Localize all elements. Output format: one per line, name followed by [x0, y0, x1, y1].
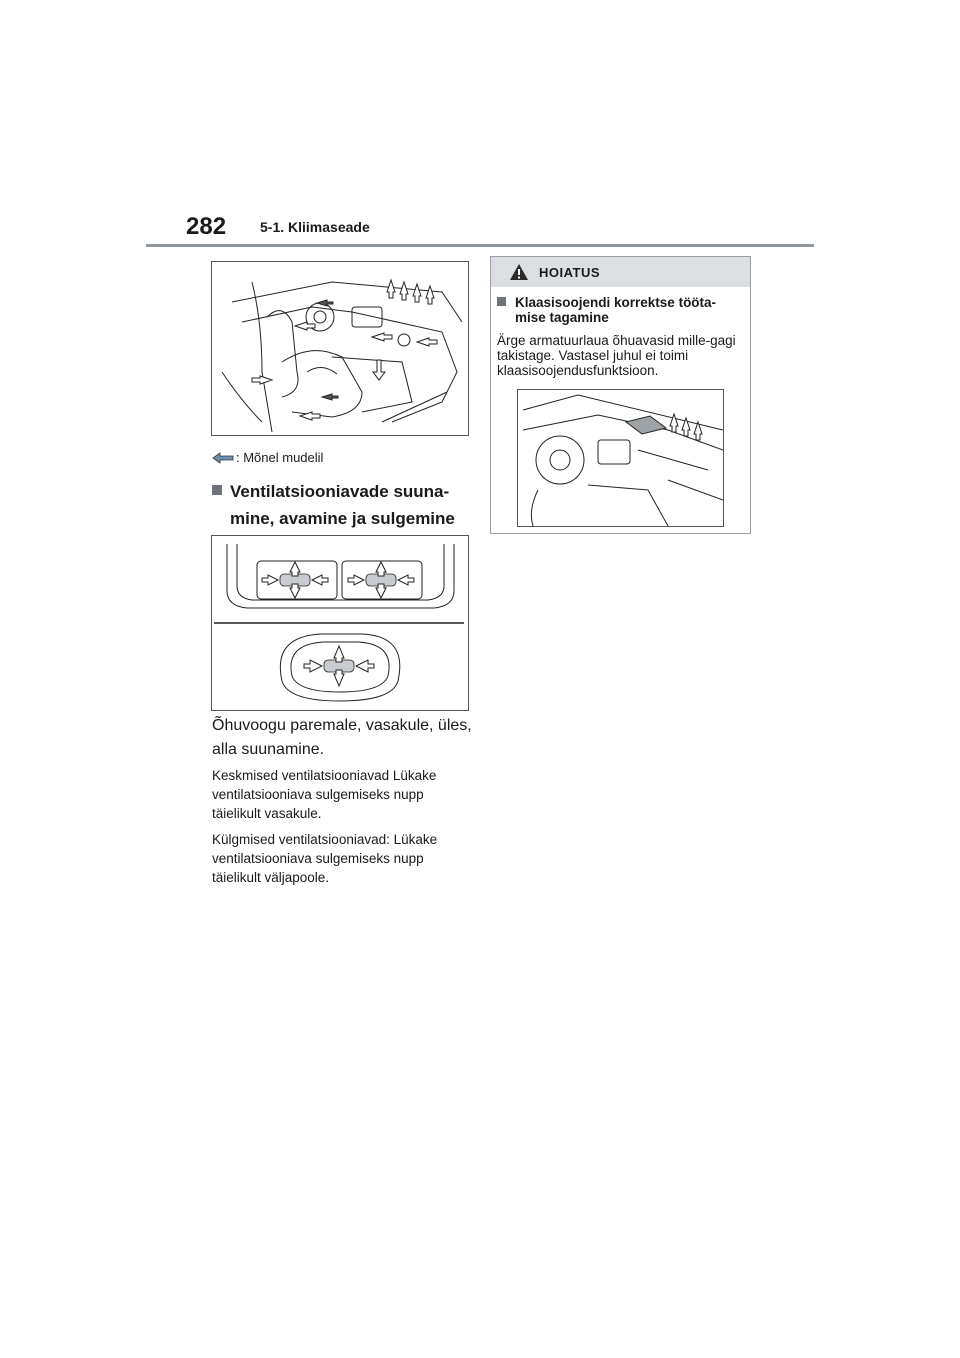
- dashboard-obstruction-illustration: [517, 389, 724, 527]
- page-number: 282: [186, 213, 227, 240]
- warning-title: [497, 295, 745, 325]
- interior-airflow-illustration: [211, 261, 469, 436]
- vent-directions-drawing: [212, 536, 468, 710]
- interior-airflow-drawing: [212, 262, 468, 435]
- warning-box: [490, 256, 751, 534]
- legend: [212, 450, 323, 465]
- warning-header: [491, 257, 750, 287]
- bullet-square: [212, 485, 222, 495]
- warning-title-line2: mise tagamine: [515, 310, 609, 325]
- warning-body: Ärge armatuurlaua õhuavasid mille-gagi takistage. Vastasel juhul ei toimi klaasisoojendusfunktsioon.: [497, 333, 736, 378]
- subheading: [212, 478, 472, 532]
- header-rule: [146, 244, 814, 247]
- warning-triangle-icon: [509, 263, 529, 281]
- legend-text: : Mõnel mudelil: [236, 450, 324, 465]
- side-vents-text: Külgmised ventilatsiooniavad: Lükake ventilatsiooniava sulgemiseks nupp täielikult väljapoole.: [212, 832, 438, 885]
- dashboard-obstruction-drawing: [518, 390, 723, 526]
- subheading-line2: mine, avamine ja sulgemine: [230, 509, 455, 528]
- warning-label: HOIATUS: [539, 264, 601, 280]
- warning-title-line1: Klaasisoojendi korrektse tööta-: [515, 295, 717, 310]
- arrow-left-icon: [212, 452, 234, 464]
- section-title: 5-1. Kliimaseade: [260, 219, 370, 235]
- bullet-square: [497, 297, 506, 306]
- lead-text: Õhuvoogu paremale, vasakule, üles, alla suunamine.: [212, 717, 472, 758]
- center-vents-text: Keskmised ventilatsiooniavad Lükake ventilatsiooniava sulgemiseks nupp täielikult vasakule.: [212, 768, 437, 821]
- subheading-line1: Ventilatsiooniavade suuna-: [230, 482, 450, 501]
- vent-directions-illustration: [211, 535, 469, 711]
